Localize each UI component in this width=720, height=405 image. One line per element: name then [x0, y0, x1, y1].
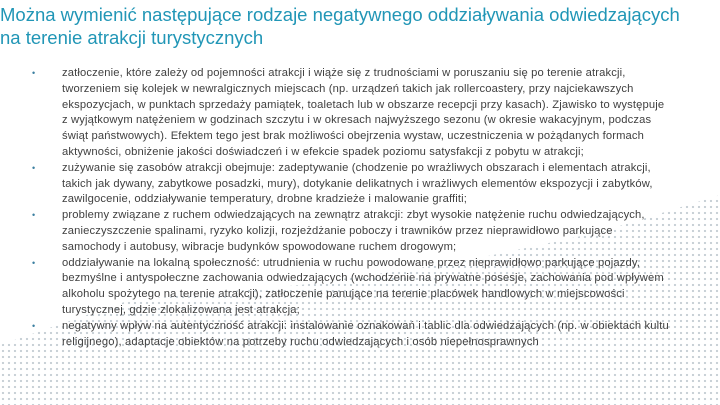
list-item-authenticity: [30, 319, 670, 351]
bullet-icon: •: [32, 210, 36, 221]
bullet-icon: •: [32, 257, 36, 268]
list-item-resource-wear: [30, 161, 670, 208]
bullet-icon: •: [32, 68, 36, 78]
bullet-icon: •: [32, 320, 36, 331]
list-item-crowding: [30, 66, 670, 161]
list-item-text: oddziaływanie na lokalną społeczność: utrudnienia w ruchu powodowane przez nieprawidłowo parkujące pojazdy, bezmyślne i antyspołeczne zachowania odwiedzających (wchodzenie na prywatne posesje, zachowania pod wpływem alkoholu spożytego na terenie atrakcji), zatłoczenie panujące na terenie placówek handlowych w miejscowości turystycznej, gdzie zlokalizowana jest atrakcja;: [62, 256, 664, 316]
list-item-text: problemy związane z ruchem odwiedzających na zewnątrz atrakcji: zbyt wysokie natężenie ruchu odwiedzających, zanieczyszczenie spalinami, ryzyko kolizji, rozjeżdżanie poboczy i trawników przez nieprawidłowo parkujące samochody i autobusy, wibracje budynków spowodowane ruchem drogowym;: [62, 209, 645, 253]
slide-title: Można wymienić następujące rodzaje negatywnego oddziaływania odwiedzających na terenie atrakcji turystycznych: [0, 4, 680, 48]
list-item-text: zużywanie się zasobów atrakcji obejmuje: zadeptywanie (chodzenie po wrażliwych obszarach i elementach atrakcji, takich jak dywany, zabytkowe posadzki, mury), dotykanie delikatnych i wrażliwych elementów ekspozycji i zabytków, zawilgocenie, oddziaływanie temperatury, drobne kradzieże i malowanie graffiti;: [62, 161, 653, 206]
bullet-icon: •: [32, 162, 36, 173]
list-item-text: negatywny wpływ na autentyczność atrakcji: instalowanie oznakowań i tablic dla odwiedzających (np. w obiektach kultu religijnego), adaptacje obiektów na potrzeby ruchu odwiedzających i osób niepełnosprawnych: [62, 319, 669, 348]
list-item-text: zatłoczenie, które zależy od pojemności atrakcji i wiąże się z trudnościami w poruszaniu się po terenie atrakcji, tworzeniem się kolejek w newralgicznych miejscach (np. urządzeń takich jak rollercoastery, przy najciekawszych ekspozycjach, w punktach sprzedaży pamiątek, toaletach lub w obszarze recepcji przy kasach). Zjawisko to występuje z wyjątkowym natężeniem w godzinach szczytu i w okresach najwyższego sezonu (w okresie wakacyjnym, podczas świąt państwowych). Efektem tego jest brak możliwości obejrzenia wystaw, uczestniczenia w pożądanych formach aktywności, obniżenie jakości doświadczeń i w efekcie spadek poziomu satysfakcji z pobytu w atrakcji;: [62, 67, 665, 158]
list-item-local-community: [30, 256, 670, 319]
list-item-traffic-problems: [30, 208, 670, 255]
bullet-list: [30, 66, 670, 350]
